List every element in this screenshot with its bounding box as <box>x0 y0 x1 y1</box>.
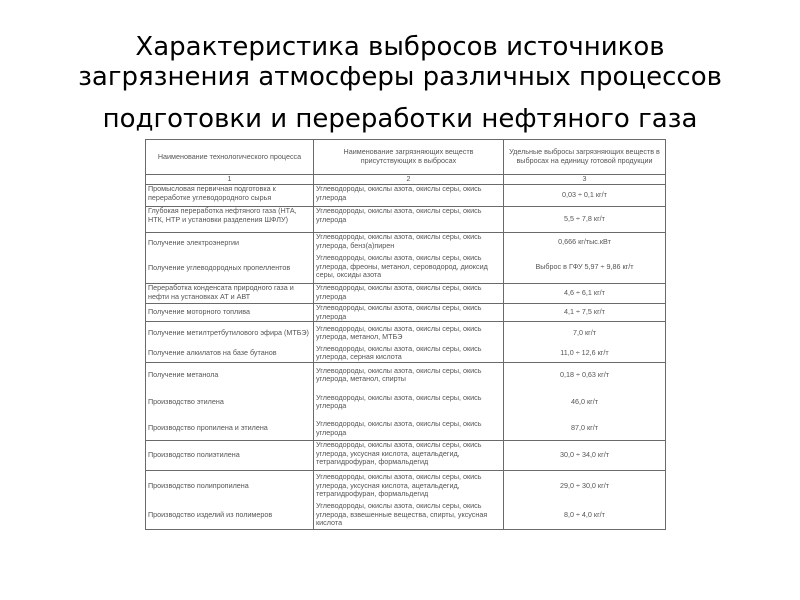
column-number: 2 <box>314 175 504 185</box>
title-line-1: Характеристика выбросов источников <box>135 32 665 62</box>
substances-item: Углеводороды, окислы азота, окислы серы, окись углерода, метанол, спирты <box>316 365 482 384</box>
table-row <box>146 471 666 530</box>
substances-cell: Углеводороды, окислы азота, окислы серы, окись углерода, уксусная кислота, ацетальдегид, тетрагидрофуран, формальдегид <box>314 441 504 471</box>
process-item: Получение углеводородных пропеллентов <box>148 262 291 272</box>
substances-item: Углеводороды, окислы азота, окислы серы, окись углерода, бенз(а)пирен <box>316 232 482 250</box>
substances-cell: Углеводороды, окислы азота, окислы серы, окись углерода <box>314 304 504 322</box>
title-line-3: подготовки и переработки нефтяного газа <box>102 104 698 134</box>
process-item: Производство изделий из полимеров <box>148 509 273 519</box>
process-cell: Производство полиэтилена <box>146 441 314 471</box>
substances-cell <box>314 322 504 363</box>
process-cell: Промысловая первичная подготовка к переработке углеводородного сырья <box>146 185 314 207</box>
table-row <box>146 284 666 304</box>
process-item: Производство полипропилена <box>148 480 249 490</box>
substances-cell: Углеводороды, окислы азота, окислы серы, окись углерода <box>314 207 504 233</box>
process-cell <box>146 322 314 363</box>
emission-cell: 4,6 ÷ 6,1 кг/т <box>504 284 666 304</box>
substances-item: Углеводороды, окислы азота, окислы серы, окись углерода, фреоны, метанол, сероводород, диоксид серы, оксиды азота <box>316 253 488 280</box>
emission-cell: 30,0 ÷ 34,0 кг/т <box>504 441 666 471</box>
table-row <box>146 233 666 284</box>
emission-item: 87,0 кг/т <box>570 423 599 433</box>
emission-cell: 5,5 ÷ 7,8 кг/т <box>504 207 666 233</box>
process-item: Производство этилена <box>148 396 224 406</box>
table-row <box>146 322 666 363</box>
table-row <box>146 441 666 471</box>
substances-cell <box>314 471 504 530</box>
emission-item: 7,0 кг/т <box>572 327 597 337</box>
process-item: Производство пропилена и этилена <box>148 423 268 433</box>
emission-item: 11,0 ÷ 12,6 кг/т <box>560 347 609 357</box>
substances-item: Углеводороды, окислы азота, окислы серы, окись углерода, серная кислота <box>316 343 482 362</box>
header-substances: Наименование загрязняющих веществ присутствующих в выбросах <box>314 140 504 175</box>
process-cell <box>146 471 314 530</box>
emission-cell <box>504 233 666 284</box>
process-cell: Переработка конденсата природного газа и нефти на установках АТ и АВТ <box>146 284 314 304</box>
header-emissions: Удельные выбросы загрязняющих веществ в выбросах на единицу готовой продукции <box>504 140 666 175</box>
column-number: 3 <box>504 175 666 185</box>
process-item: Получение метанола <box>148 369 219 379</box>
substances-item: Углеводороды, окислы азота, окислы серы, окись углерода, взвешенные вещества, спирты, уксусная кислота <box>316 501 488 528</box>
emission-cell: 4,1 ÷ 7,5 кг/т <box>504 304 666 322</box>
table-row <box>146 363 666 441</box>
emission-cell <box>504 322 666 363</box>
process-cell <box>146 233 314 284</box>
column-number-row <box>146 175 666 185</box>
title-line-2: загрязнения атмосферы различных процессов <box>78 62 722 92</box>
table-header-row <box>146 140 666 175</box>
emission-cell <box>504 363 666 441</box>
substances-item: Углеводороды, окислы азота, окислы серы, окись углерода, метанол, МТБЭ <box>316 323 482 342</box>
substances-cell <box>314 363 504 441</box>
emission-item: 8,0 ÷ 4,0 кг/т <box>564 509 605 519</box>
table-row <box>146 207 666 233</box>
substances-item: Углеводороды, окислы азота, окислы серы, окись углерода <box>316 392 482 411</box>
substances-item: Углеводороды, окислы азота, окислы серы, окись углерода <box>316 419 482 437</box>
column-number: 1 <box>146 175 314 185</box>
process-cell <box>146 363 314 441</box>
emission-item: Выброс в ГФУ 5,97 ÷ 9,86 кг/т <box>535 261 634 271</box>
page-title <box>0 32 800 134</box>
emission-cell: 0,03 ÷ 0,1 кг/т <box>504 185 666 207</box>
process-cell: Получение моторного топлива <box>146 304 314 322</box>
header-process: Наименование технологического процесса <box>146 140 314 175</box>
process-cell: Глубокая переработка нефтяного газа (НТА, НТК, НТР и установки разделения ШФЛУ) <box>146 207 314 233</box>
substances-cell: Углеводороды, окислы азота, окислы серы, окись углерода <box>314 284 504 304</box>
emission-item: 46,0 кг/т <box>570 396 599 406</box>
emission-item: 0,18 ÷ 0,63 кг/т <box>560 369 609 379</box>
process-item: Получение алкилатов на базе бутанов <box>148 347 277 357</box>
process-item: Получение метилтретбутилового эфира (МТБЭ) <box>148 327 309 337</box>
emissions-table <box>145 139 666 530</box>
emission-cell <box>504 471 666 530</box>
substances-cell <box>314 233 504 284</box>
emission-item: 29,0 ÷ 30,0 кг/т <box>560 480 609 490</box>
substances-cell: Углеводороды, окислы азота, окислы серы, окись углерода <box>314 185 504 207</box>
table-row <box>146 304 666 322</box>
substances-item: Углеводороды, окислы азота, окислы серы, окись углерода, уксусная кислота, ацетальдегид, тетрагидрофуран, формальдегид <box>316 472 482 499</box>
table-row <box>146 185 666 207</box>
process-item: Получение электроэнергии <box>148 237 240 247</box>
emission-item: 0,666 кг/тыс.кВт <box>558 236 611 246</box>
